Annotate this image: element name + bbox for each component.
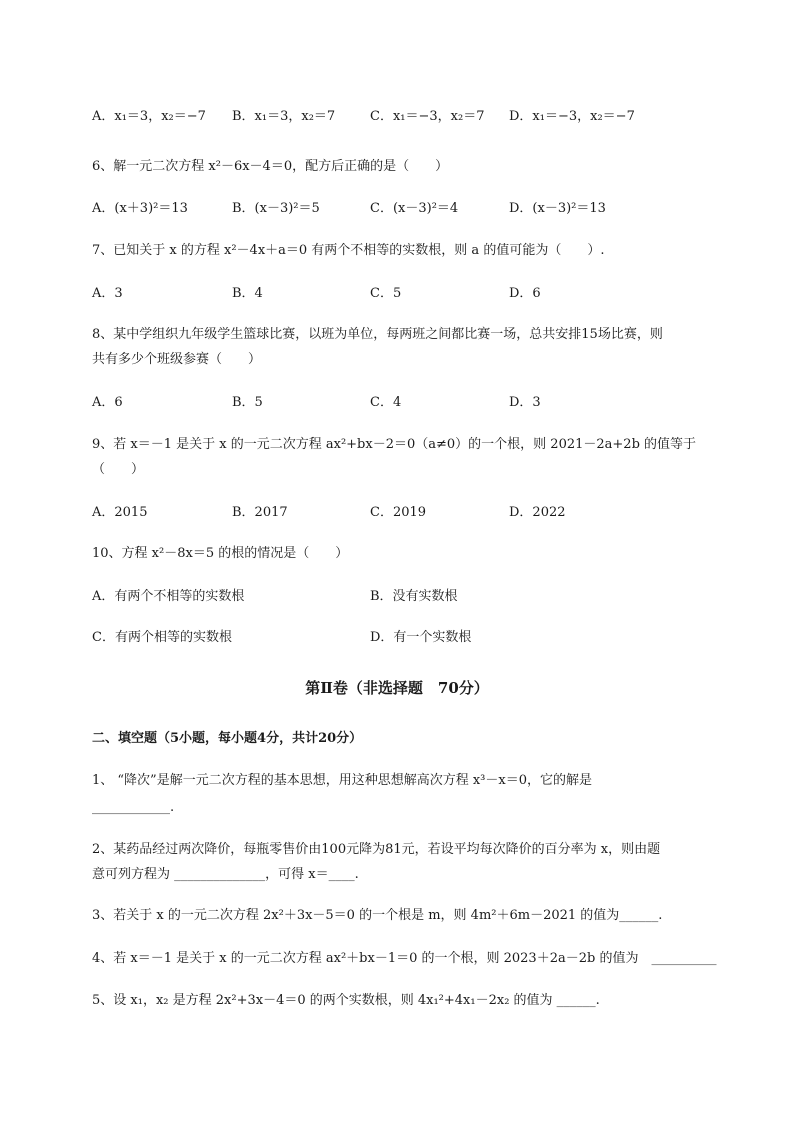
- q6-option-b: B．(x－3)²＝5: [232, 201, 320, 216]
- q10-option-d: D．有一个实数根: [370, 630, 472, 645]
- q5-option-b: B．x₁＝3，x₂＝7: [232, 109, 336, 124]
- q7-stem: 7、已知关于 x 的方程 x²－4x＋a＝0 有两个不相等的实数根，则 a 的值可能为（ ）.: [92, 243, 605, 258]
- q5-option-a: A．x₁＝3，x₂＝−7: [92, 109, 206, 124]
- q9-option-c: C．2019: [370, 505, 427, 520]
- q7-option-a: A．3: [92, 286, 123, 301]
- q8-option-d: D．3: [509, 395, 541, 410]
- q9-option-b: B．2017: [232, 505, 288, 520]
- q8-option-c: C．4: [370, 395, 402, 410]
- fill-2-line1: 2、某药品经过两次降价，每瓶零售价由100元降为81元，若设平均每次降价的百分率为 x，则由题: [92, 842, 661, 857]
- fill-in-heading: 二、填空题（5小题，每小题4分，共计20分）: [92, 731, 363, 746]
- q10-stem: 10、方程 x²－8x＝5 的根的情况是（ ）: [92, 546, 349, 561]
- q8-stem-line2: 共有多少个班级参赛（ ）: [92, 352, 262, 367]
- q5-option-d: D．x₁＝−3，x₂＝−7: [509, 109, 635, 124]
- q7-option-b: B．4: [232, 286, 263, 301]
- q6-stem: 6、解一元二次方程 x²－6x－4＝0，配方后正确的是（ ）: [92, 159, 449, 174]
- q5-options: [92, 108, 732, 126]
- q7-option-c: C．5: [370, 286, 402, 301]
- q7-option-d: D．6: [509, 286, 541, 301]
- q9-options: [92, 504, 732, 522]
- q9-stem-line2: （ ）: [92, 462, 145, 477]
- q6-options: [92, 200, 732, 218]
- q8-stem-line1: 8、某中学组织九年级学生篮球比赛，以班为单位，每两班之间都比赛一场，总共安排15场比赛，则: [92, 327, 663, 342]
- q9-stem-line1: 9、若 x＝－1 是关于 x 的一元二次方程 ax²+bx－2＝0（a≠0）的一个根，则 2021－2a+2b 的值等于: [92, 437, 697, 452]
- q7-options: [92, 285, 732, 303]
- q9-option-a: A．2015: [92, 505, 148, 520]
- q5-option-c: C．x₁＝−3，x₂＝7: [370, 109, 485, 124]
- fill-2-line2: 意可列方程为 ______________，可得 x＝____.: [92, 867, 359, 882]
- fill-4: 4、若 x＝－1 是关于 x 的一元二次方程 ax²＋bx－1＝0 的一个根，则 2023＋2a－2b 的值为 __________: [92, 951, 717, 966]
- fill-5: 5、设 x₁，x₂ 是方程 2x²+3x－4＝0 的两个实数根，则 4x₁²+4x₁－2x₂ 的值为 ______.: [92, 993, 600, 1008]
- fill-3: 3、若关于 x 的一元二次方程 2x²＋3x－5＝0 的一个根是 m，则 4m²＋6m－2021 的值为______.: [92, 908, 663, 923]
- q8-options: [92, 394, 732, 412]
- fill-1-line2: ____________.: [92, 800, 175, 815]
- q10-options-row2: [92, 629, 732, 647]
- q8-option-a: A．6: [92, 395, 123, 410]
- q10-option-c: C．有两个相等的实数根: [92, 630, 232, 645]
- q8-option-b: B．5: [232, 395, 263, 410]
- q9-option-d: D．2022: [509, 505, 566, 520]
- fill-1-line1: 1、 “降次”是解一元二次方程的基本思想，用这种思想解高次方程 x³－x＝0，它的解是: [92, 773, 592, 788]
- q6-option-a: A．(x＋3)²＝13: [92, 201, 188, 216]
- section-2-title: 第Ⅱ卷（非选择题 70分）: [305, 679, 489, 697]
- q6-option-d: D．(x－3)²＝13: [509, 201, 606, 216]
- q10-option-b: B．没有实数根: [370, 589, 458, 604]
- q10-options-row1: [92, 588, 732, 606]
- q10-option-a: A．有两个不相等的实数根: [92, 589, 245, 604]
- q6-option-c: C．(x－3)²＝4: [370, 201, 459, 216]
